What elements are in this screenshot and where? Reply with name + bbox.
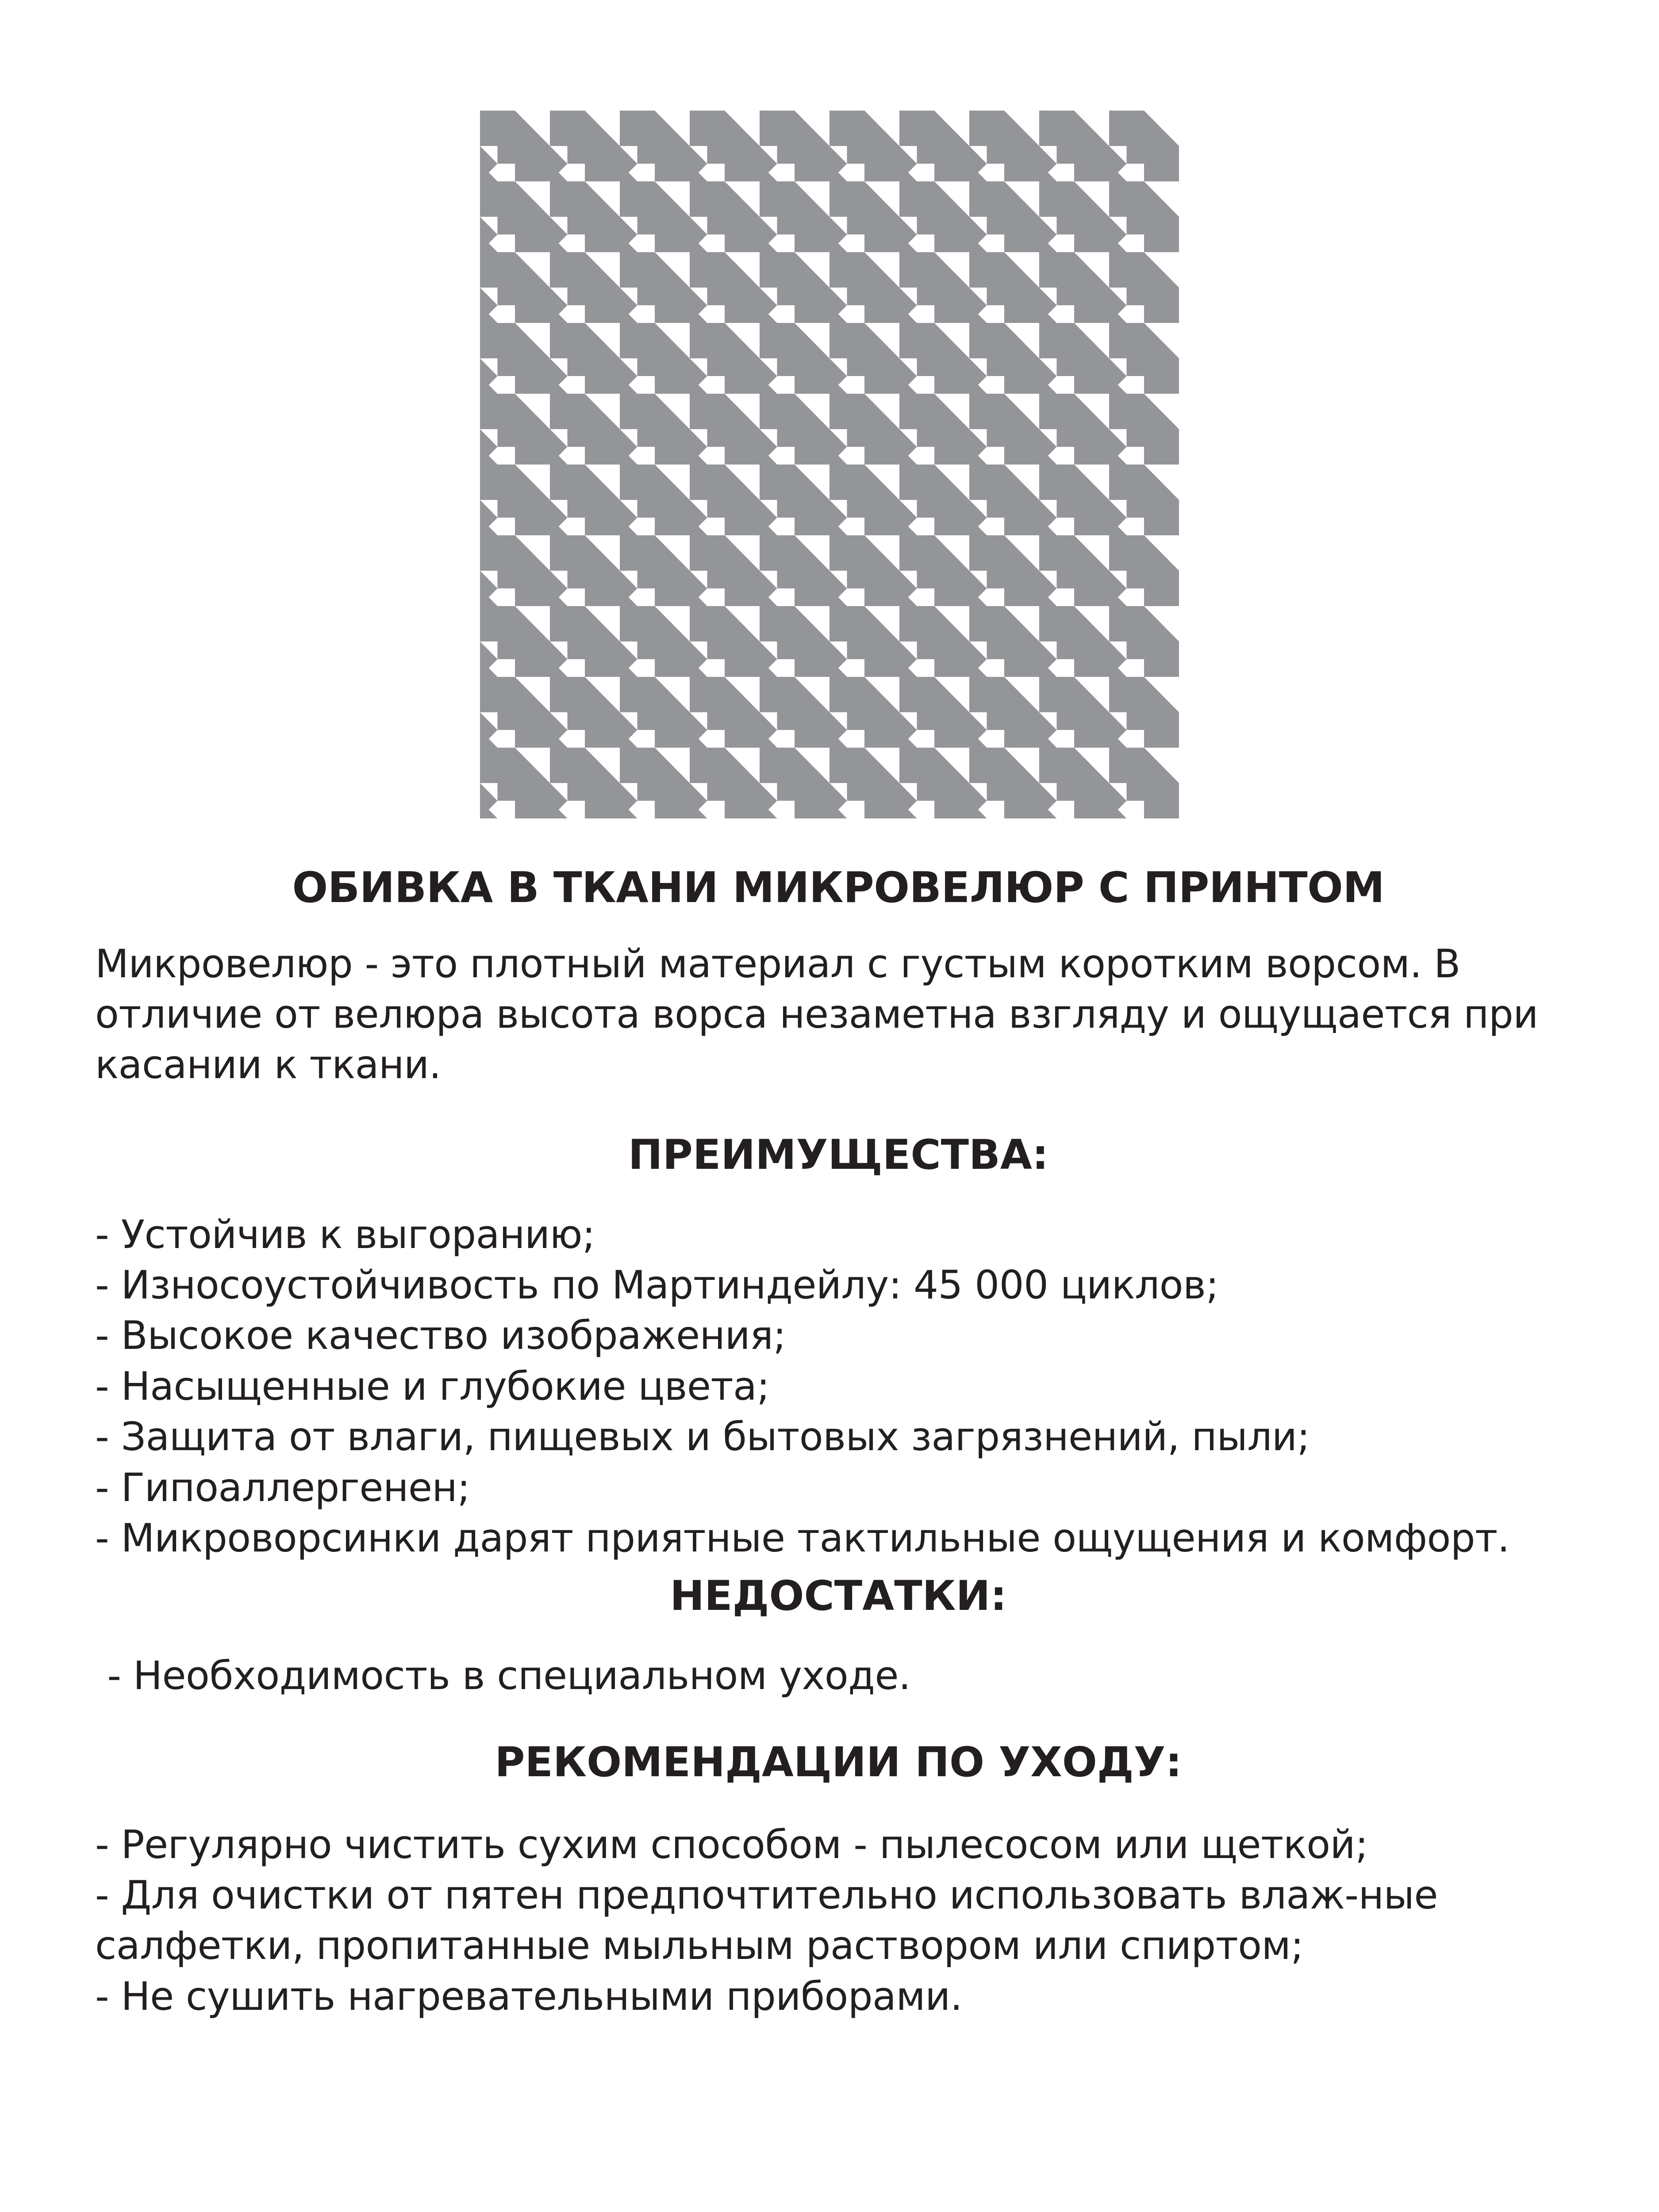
list-item: - Необходимость в специальном уходе. (95, 1653, 911, 1699)
list-item: - Высокое качество изображения; (95, 1313, 786, 1359)
list-item: - Защита от влаги, пищевых и бытовых загрязнений, пыли; (95, 1414, 1310, 1460)
list-item: - Не сушить нагревательными приборами. (95, 1973, 963, 2019)
swatch-container (0, 111, 1659, 818)
advantages-list (95, 1210, 1582, 1564)
care-heading: РЕКОМЕНДАЦИИ ПО УХОДУ: (495, 1738, 1182, 1786)
list-item: - Регулярно чистить сухим способом - пылесосом или щеткой; (95, 1821, 1368, 1867)
spacer (95, 1179, 1582, 1210)
disadvantages-list (95, 1651, 1582, 1701)
list-item: - Устойчив к выгоранию; (95, 1211, 595, 1257)
list-item: - Гипоаллергенен; (95, 1464, 470, 1510)
list-item: - Насыщенные и глубокие цвета; (95, 1363, 770, 1409)
spacer (95, 1091, 1582, 1131)
list-item: - Износоустойчивость по Мартиндейлу: 45 000 циклов; (95, 1262, 1219, 1308)
spacer (95, 1563, 1582, 1572)
page-title: ОБИВКА В ТКАНИ МИКРОВЕЛЮР С ПРИНТОМ (292, 864, 1385, 912)
houndstooth-fabric-swatch (480, 111, 1179, 818)
intro-paragraph: Микровелюр - это плотный материал с густым коротким ворсом. В отличие от велюра высота ворса незаметна взгляду и ощущается при касании к ткани. (95, 941, 1538, 1088)
spacer (95, 1701, 1582, 1739)
list-item: - Для очистки от пятен предпочтительно использовать влаж-ные салфетки, пропитанные мыльным раствором или спиртом; (95, 1872, 1450, 1969)
list-item: - Микроворсинки дарят приятные тактильные ощущения и комфорт. (95, 1515, 1510, 1561)
advantages-heading: ПРЕИМУЩЕСТВА: (628, 1130, 1049, 1179)
care-list (95, 1820, 1582, 2022)
spacer (95, 1620, 1582, 1651)
disadvantages-heading: НЕДОСТАТКИ: (670, 1572, 1007, 1620)
document-body (95, 865, 1582, 2022)
spacer (95, 1786, 1582, 1820)
